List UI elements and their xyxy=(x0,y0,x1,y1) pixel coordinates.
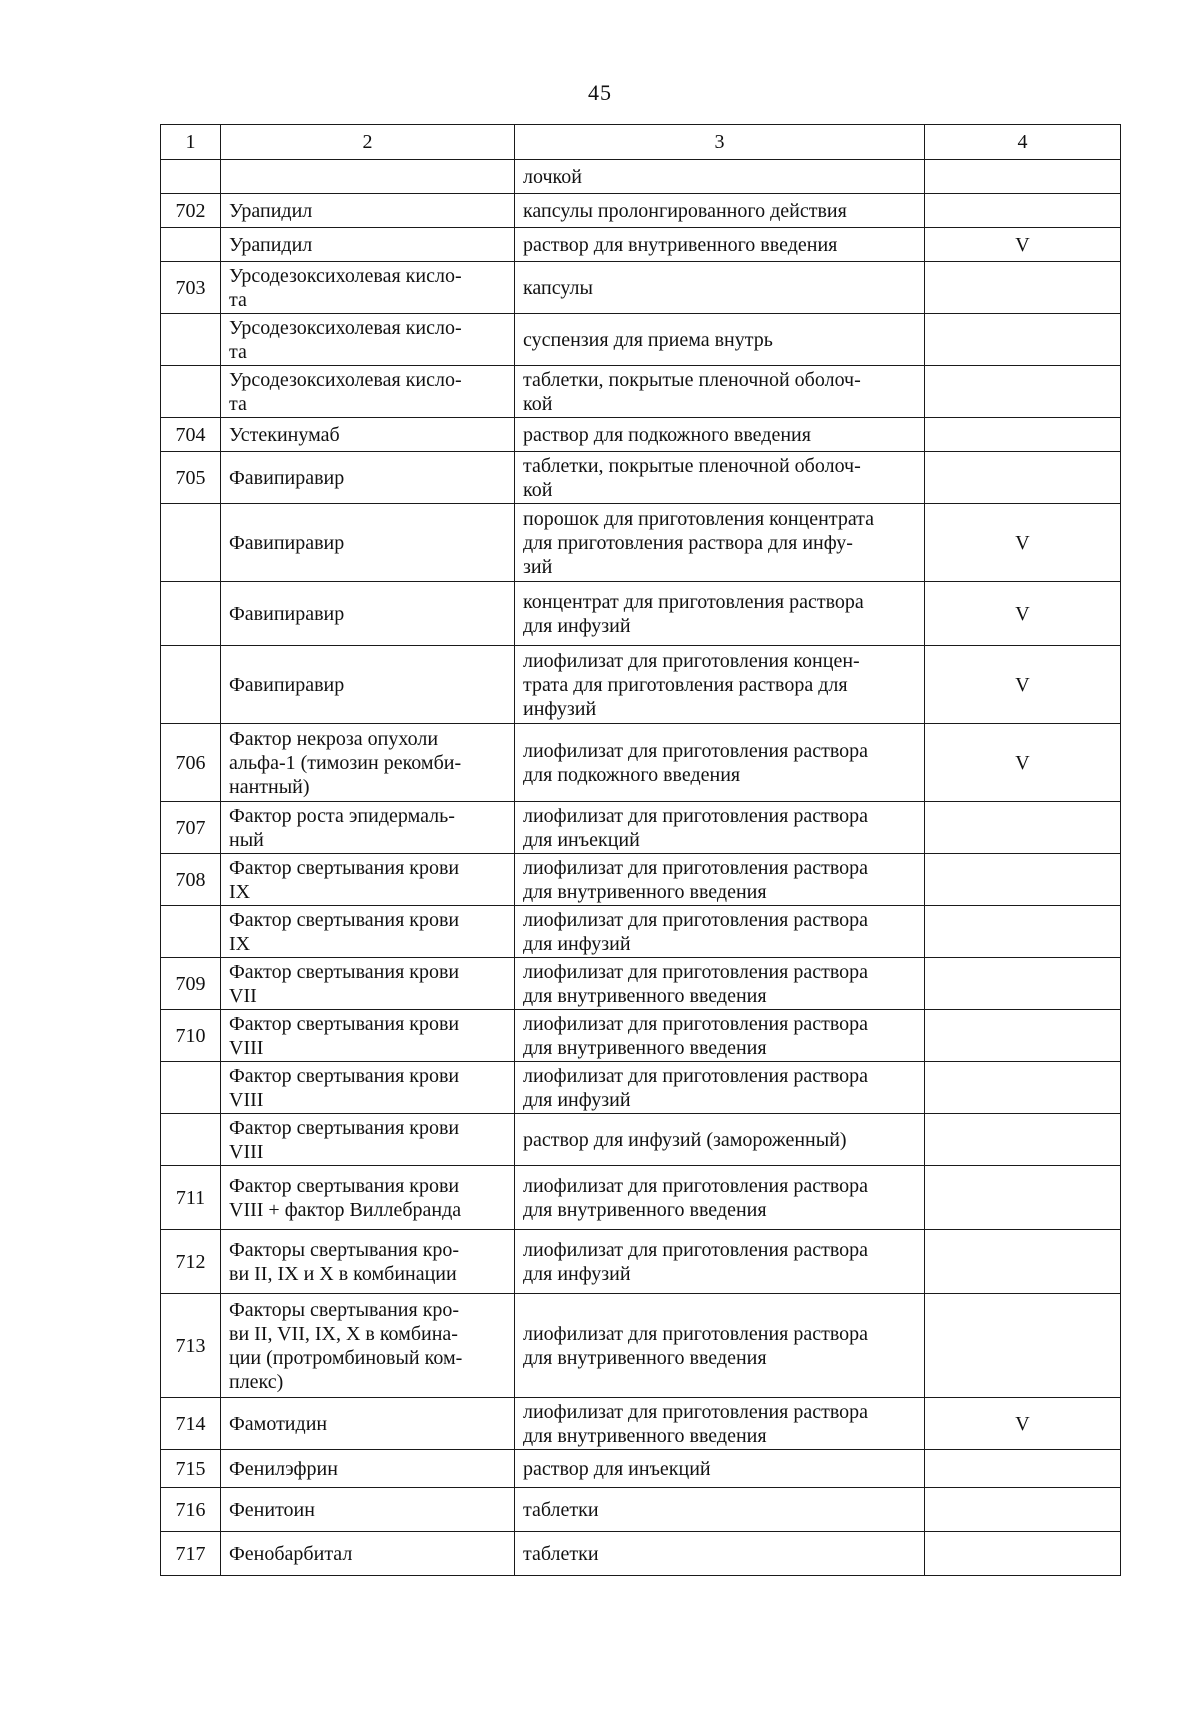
mark-cell xyxy=(925,958,1121,1010)
row-number-cell xyxy=(161,228,221,262)
table-row xyxy=(161,1114,1121,1166)
drug-name-cell: Урапидил xyxy=(221,228,515,262)
row-number-cell: 711 xyxy=(161,1166,221,1230)
column-header-3: 3 xyxy=(515,125,925,160)
mark-cell xyxy=(925,1010,1121,1062)
drug-name-cell: Фенитоин xyxy=(221,1488,515,1532)
drug-name-cell: Урсодезоксихолевая кисло- та xyxy=(221,366,515,418)
dosage-form-cell: раствор для подкожного введения xyxy=(515,418,925,452)
dosage-form-cell: таблетки xyxy=(515,1488,925,1532)
row-number-cell: 714 xyxy=(161,1398,221,1450)
drug-name-cell: Фактор свертывания крови VIII xyxy=(221,1062,515,1114)
mark-cell xyxy=(925,1230,1121,1294)
dosage-form-cell: капсулы пролонгированного действия xyxy=(515,194,925,228)
row-number-cell xyxy=(161,906,221,958)
row-number-cell xyxy=(161,160,221,194)
row-number-cell xyxy=(161,646,221,724)
drug-name-cell: Факторы свертывания кро- ви II, IX и X в комбинации xyxy=(221,1230,515,1294)
row-number-cell: 708 xyxy=(161,854,221,906)
mark-cell: V xyxy=(925,1398,1121,1450)
drug-name-cell: Фактор свертывания крови VIII + фактор Виллебранда xyxy=(221,1166,515,1230)
mark-cell: V xyxy=(925,228,1121,262)
mark-cell xyxy=(925,1532,1121,1576)
row-number-cell: 704 xyxy=(161,418,221,452)
column-header-1: 1 xyxy=(161,125,221,160)
drug-name-cell: Фактор свертывания крови VIII xyxy=(221,1114,515,1166)
dosage-form-cell: концентрат для приготовления раствора для инфузий xyxy=(515,582,925,646)
drug-name-cell: Урапидил xyxy=(221,194,515,228)
drug-name-cell: Фактор свертывания крови IX xyxy=(221,854,515,906)
row-number-cell: 707 xyxy=(161,802,221,854)
mark-cell xyxy=(925,366,1121,418)
mark-cell: V xyxy=(925,582,1121,646)
drug-name-cell: Фамотидин xyxy=(221,1398,515,1450)
row-number-cell: 710 xyxy=(161,1010,221,1062)
row-number-cell xyxy=(161,366,221,418)
mark-cell: V xyxy=(925,504,1121,582)
table-row xyxy=(161,724,1121,802)
row-number-cell: 705 xyxy=(161,452,221,504)
dosage-form-cell: лиофилизат для приготовления раствора для внутривенного введения xyxy=(515,1010,925,1062)
mark-cell xyxy=(925,418,1121,452)
row-number-cell: 702 xyxy=(161,194,221,228)
mark-cell xyxy=(925,1294,1121,1398)
drug-name-cell: Фенобарбитал xyxy=(221,1532,515,1576)
table-row xyxy=(161,1062,1121,1114)
drug-name-cell xyxy=(221,160,515,194)
drug-name-cell: Фавипиравир xyxy=(221,452,515,504)
row-number-cell xyxy=(161,504,221,582)
table-row xyxy=(161,228,1121,262)
dosage-form-cell: лиофилизат для приготовления раствора для подкожного введения xyxy=(515,724,925,802)
dosage-form-cell: таблетки, покрытые пленочной оболоч- кой xyxy=(515,366,925,418)
drug-name-cell: Факторы свертывания кро- ви II, VII, IX, X в комбина- ции (протромбиновый ком- плекс) xyxy=(221,1294,515,1398)
table-row xyxy=(161,1294,1121,1398)
drug-name-cell: Урсодезоксихолевая кисло- та xyxy=(221,262,515,314)
table-row xyxy=(161,958,1121,1010)
dosage-form-cell: лиофилизат для приготовления концен- трата для приготовления раствора для инфузий xyxy=(515,646,925,724)
table-row xyxy=(161,1488,1121,1532)
dosage-form-cell: лиофилизат для приготовления раствора для внутривенного введения xyxy=(515,854,925,906)
dosage-form-cell: лиофилизат для приготовления раствора для внутривенного введения xyxy=(515,958,925,1010)
mark-cell xyxy=(925,1114,1121,1166)
row-number-cell: 706 xyxy=(161,724,221,802)
row-number-cell: 716 xyxy=(161,1488,221,1532)
table-header-row xyxy=(161,125,1121,160)
dosage-form-cell: порошок для приготовления концентрата для приготовления раствора для инфу- зий xyxy=(515,504,925,582)
drug-name-cell: Урсодезоксихолевая кисло- та xyxy=(221,314,515,366)
drug-name-cell: Устекинумаб xyxy=(221,418,515,452)
drug-name-cell: Фавипиравир xyxy=(221,646,515,724)
dosage-form-cell: лиофилизат для приготовления раствора для внутривенного введения xyxy=(515,1166,925,1230)
table-row xyxy=(161,802,1121,854)
table-row xyxy=(161,1532,1121,1576)
table-row xyxy=(161,452,1121,504)
column-header-4: 4 xyxy=(925,125,1121,160)
row-number-cell xyxy=(161,582,221,646)
table-row xyxy=(161,1166,1121,1230)
dosage-form-cell: лиофилизат для приготовления раствора для внутривенного введения xyxy=(515,1294,925,1398)
dosage-form-cell: таблетки, покрытые пленочной оболоч- кой xyxy=(515,452,925,504)
drug-name-cell: Фактор свертывания крови VIII xyxy=(221,1010,515,1062)
row-number-cell: 703 xyxy=(161,262,221,314)
table-row xyxy=(161,582,1121,646)
drug-name-cell: Фавипиравир xyxy=(221,582,515,646)
column-header-2: 2 xyxy=(221,125,515,160)
row-number-cell: 713 xyxy=(161,1294,221,1398)
row-number-cell: 717 xyxy=(161,1532,221,1576)
drug-name-cell: Фактор свертывания крови IX xyxy=(221,906,515,958)
table-row xyxy=(161,1450,1121,1488)
page-number: 45 xyxy=(588,80,612,105)
dosage-form-cell: капсулы xyxy=(515,262,925,314)
mark-cell xyxy=(925,854,1121,906)
row-number-cell: 709 xyxy=(161,958,221,1010)
drug-name-cell: Фактор роста эпидермаль- ный xyxy=(221,802,515,854)
mark-cell xyxy=(925,314,1121,366)
table-row xyxy=(161,160,1121,194)
table-row xyxy=(161,418,1121,452)
dosage-form-cell: раствор для инфузий (замороженный) xyxy=(515,1114,925,1166)
mark-cell xyxy=(925,802,1121,854)
dosage-form-cell: лиофилизат для приготовления раствора для инфузий xyxy=(515,1230,925,1294)
dosage-form-cell: суспензия для приема внутрь xyxy=(515,314,925,366)
mark-cell xyxy=(925,160,1121,194)
drug-table xyxy=(160,124,1121,1576)
drug-name-cell: Фавипиравир xyxy=(221,504,515,582)
row-number-cell: 712 xyxy=(161,1230,221,1294)
drug-name-cell: Фенилэфрин xyxy=(221,1450,515,1488)
dosage-form-cell: лиофилизат для приготовления раствора для инфузий xyxy=(515,1062,925,1114)
mark-cell xyxy=(925,262,1121,314)
dosage-form-cell: лиофилизат для приготовления раствора для внутривенного введения xyxy=(515,1398,925,1450)
dosage-form-cell: лиофилизат для приготовления раствора для инъекций xyxy=(515,802,925,854)
dosage-form-cell: лиофилизат для приготовления раствора для инфузий xyxy=(515,906,925,958)
dosage-form-cell: раствор для внутривенного введения xyxy=(515,228,925,262)
mark-cell: V xyxy=(925,724,1121,802)
table-row xyxy=(161,646,1121,724)
mark-cell xyxy=(925,452,1121,504)
mark-cell xyxy=(925,906,1121,958)
row-number-cell xyxy=(161,1062,221,1114)
table-row xyxy=(161,1010,1121,1062)
table-row xyxy=(161,906,1121,958)
dosage-form-cell: раствор для инъекций xyxy=(515,1450,925,1488)
mark-cell xyxy=(925,1488,1121,1532)
mark-cell xyxy=(925,1166,1121,1230)
dosage-form-cell: таблетки xyxy=(515,1532,925,1576)
mark-cell xyxy=(925,1450,1121,1488)
mark-cell: V xyxy=(925,646,1121,724)
table-row xyxy=(161,1398,1121,1450)
row-number-cell xyxy=(161,1114,221,1166)
table-row xyxy=(161,504,1121,582)
table-row xyxy=(161,262,1121,314)
drug-name-cell: Фактор свертывания крови VII xyxy=(221,958,515,1010)
table-row xyxy=(161,854,1121,906)
table-row xyxy=(161,194,1121,228)
mark-cell xyxy=(925,194,1121,228)
table-row xyxy=(161,1230,1121,1294)
drug-name-cell: Фактор некроза опухоли альфа-1 (тимозин рекомби- нантный) xyxy=(221,724,515,802)
row-number-cell: 715 xyxy=(161,1450,221,1488)
dosage-form-cell: лочкой xyxy=(515,160,925,194)
table-row xyxy=(161,314,1121,366)
mark-cell xyxy=(925,1062,1121,1114)
table-row xyxy=(161,366,1121,418)
row-number-cell xyxy=(161,314,221,366)
